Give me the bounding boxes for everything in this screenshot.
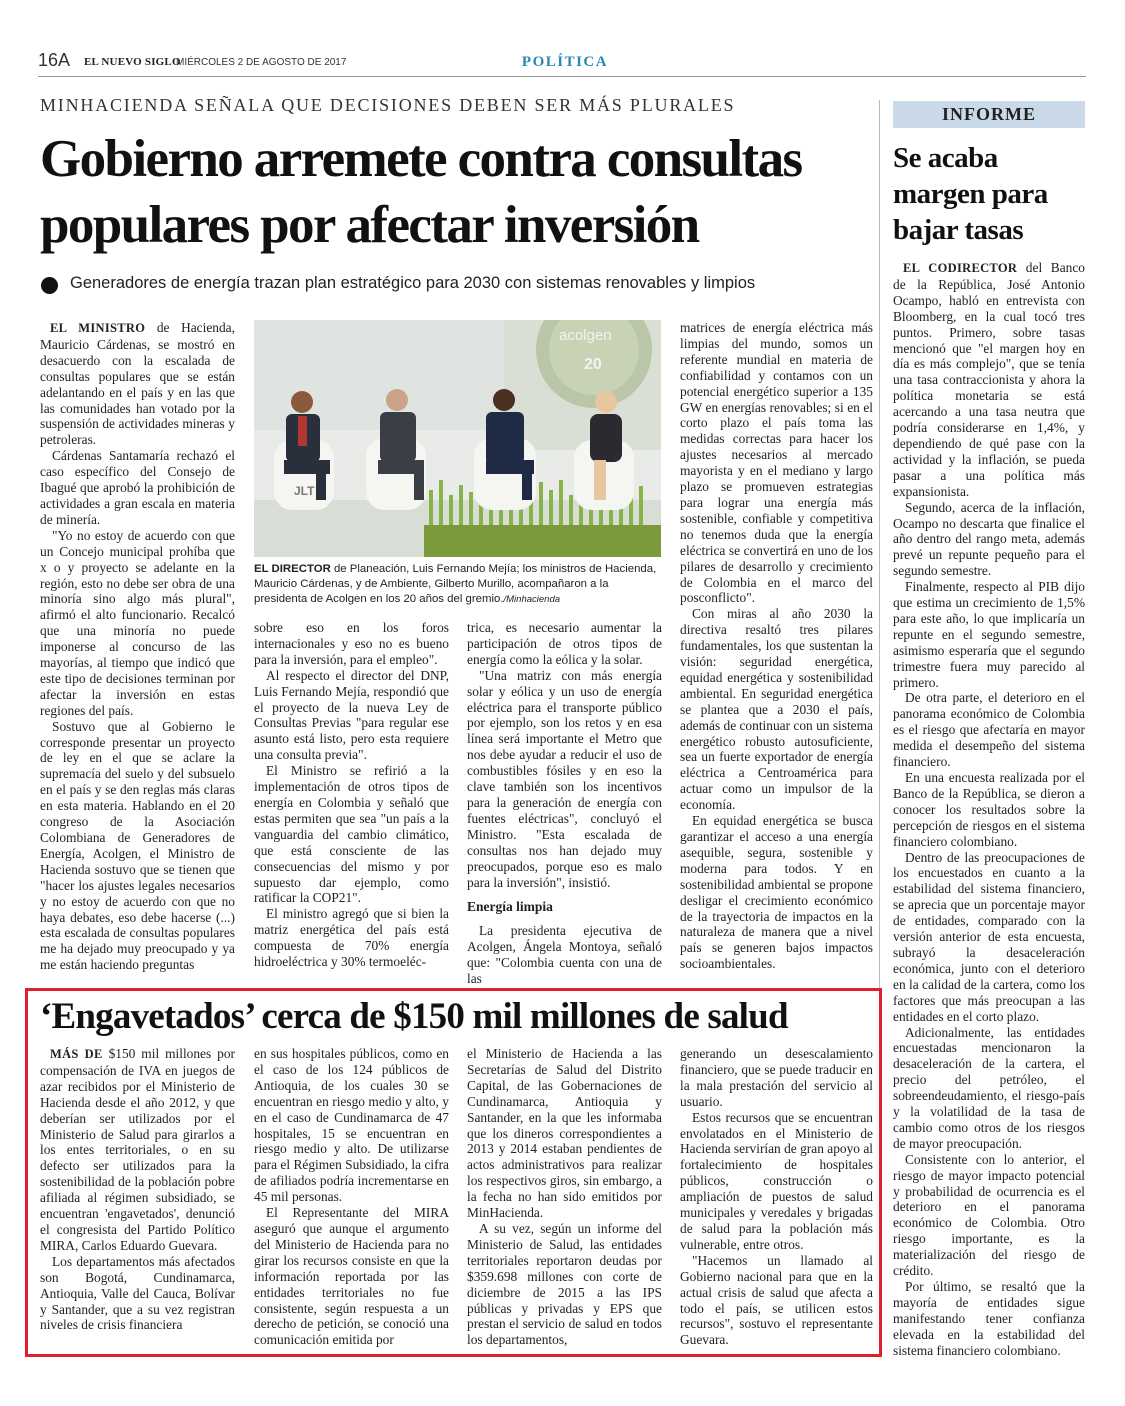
story-column-2 xyxy=(254,620,449,970)
framed-column-4 xyxy=(680,1046,873,1348)
framed-column-3 xyxy=(467,1046,662,1348)
anniversary-text: 20 xyxy=(584,356,602,373)
paragraph: matrices de energía eléctrica más limpias del mundo, somos un referente mundial en materia de confiabilidad y contamos con un potencial energético superior a 135 GW en energías renovables; si en el corto plazo el país toma las medidas correctas para hacer los ajustes necesarios al mercado mayorista y en el mediano y largo plazo se promueven estrategias para lograr una energía más sostenible, confiable y competitiva no tenemos duda que la energía eléctrica se convertirá en uno de los pilares de desarrollo y crecimiento de Colombia en el marco del posconflicto". xyxy=(680,320,873,606)
paragraph: A su vez, según un informe del Ministerio de Salud, las entidades territoriales reportaron deudas por $359.698 millones con corte de diciembre de 2015 a las IPS públicas y privadas y EPS que prestan el servicio de salud en todos los departamentos, xyxy=(467,1220,662,1348)
page-number: 16A xyxy=(38,50,71,70)
story-column-1 xyxy=(40,320,235,973)
paragraph: Con miras al año 2030 la directiva resaltó tres pilares fundamentales, los que sustentan la visión: seguridad energética, equidad energética y sostenibilidad ambiental. En seguridad energética se plantea que a 2030 el país, además de continuar con un sistema energético robusto autosuficiente, sea un fuerte exportador de energía eléctrica a Centroamérica para actuar como un impulsor de la economía. xyxy=(680,606,873,813)
framed-story-headline: ‘Engavetados’ cerca de $150 mil millones de salud xyxy=(40,996,788,1037)
paragraph: En una encuesta realizada por el Banco de la República, se dieron a conocer los resultados sobre la percepción de riesgos en el sistema financiero colombiano. xyxy=(893,770,1085,849)
paragraph: El Ministro se refirió a la implementación de otros tipos de energía en Colombia y señaló que estas permiten que sea "un país a la vanguardia del cambio climático, que está consciente de las consecuencias del mismo y por supuesto dar ejemplo, como ratificar la COP21". xyxy=(254,763,449,906)
caption-lead: EL DIRECTOR xyxy=(254,563,331,575)
story-column-3 xyxy=(467,620,662,987)
paragraph: del Banco de la República, José Antonio Ocampo, habló en entrevista con Bloomberg, en la cual tocó tres puntos. Primero, sobre tasas mencionó que "el margen hoy en día es más complejo", que se tenía una tasa contraccionista y ahora la política monetaria se está acercando a una tasa neutra que podría considerarse en 1,4%, y dependiendo de qué pase con la actividad y la inflación, se pueda pasar a una política más expansionista. xyxy=(893,260,1086,499)
paragraph: La presidenta ejecutiva de Acolgen, Ángela Montoya, señaló que: "Colombia cuenta con una de las xyxy=(467,923,662,987)
paragraph: "Hacemos un llamado al Gobierno nacional para que en la actual crisis de salud que afecta a todo el país, se utilicen estos recursos", sostuvo el representante Guevara. xyxy=(680,1252,873,1348)
sidebar-label: INFORME xyxy=(893,101,1085,128)
story-subheadline: Generadores de energía trazan plan estratégico para 2030 con sistemas renovables y limpios xyxy=(70,274,756,292)
framed-column-1 xyxy=(40,1046,235,1333)
paragraph: Por último, se resaltó que la mayoría de entidades sigue manifestando tener confianza elevada en la estabilidad del sistema financiero colombiano. xyxy=(893,1279,1085,1358)
sidebar-lead: EL CODIRECTOR xyxy=(903,261,1018,275)
section-label: POLÍTICA xyxy=(521,54,609,70)
paragraph: Finalmente, respecto al PIB dijo que estima un crecimiento de 1,5% para este año, lo que implicaría un repunte en el segundo semestre, asimismo esperaría que el segundo trimestre fuera muy parecido al primero. xyxy=(893,579,1085,690)
paragraph: Sostuvo que al Gobierno le corresponde presentar un proyecto de ley en el que se aclare la supremacía del suelo y del subsuelo en el país y se den reglas más claras en esta materia. Hablando en el 20 congreso de la Asociación Colombiana de Generadores de Energía, Acolgen, el Ministro de Hacienda sostuvo que se tienen que "hacer los ajustes legales necesarios y no estoy de acuerdo con que no haya debates, eso debe hacerse (...) esta escalada de consultas populares me ha dejado muy preocupado y ya me están haciendo preguntas xyxy=(40,718,235,973)
photo-caption xyxy=(254,562,661,607)
paragraph: "Yo no estoy de acuerdo con que un Concejo municipal prohíba que x o y proyecto se adelante en la región, esto no debe ser obra de una minoría sino algo más plural", afirmó el alto funcionario. Recalcó que una minoría no puede imponerse al concurso de las mayorías, al tiempo que indicó que este tipo de decisiones terminan por afectar la inversión en estas regiones del país. xyxy=(40,527,235,718)
paragraph: Estos recursos que se encuentran envolatados en el Ministerio de Hacienda servirían de gran apoyo al fortalecimiento de hospitales públicos, construcción o ampliación de puestos de salud municipales y veredales y brigadas de salud para la población más vulnerable, entre otros. xyxy=(680,1109,873,1252)
paragraph: "Una matriz con más energía solar y eólica y un uso de energía eléctrica para el transporte público por ejemplo, son los retos y en esa línea será importante el Metro que nos debe ayudar a reducir el uso de combustibles fósiles y en eso la clave también son los incentivos para la generación de energía con fuentes eléctricas", concluyó el Ministro. "Esta escalada de consultas nos han dejado muy preocupados, porque eso es malo para la inversión", insistió. xyxy=(467,667,662,890)
story-kicker: MINHACIENDA SEÑALA QUE DECISIONES DEBEN SER MÁS PLURALES xyxy=(40,95,736,115)
paragraph: Segundo, acerca de la inflación, Ocampo no descarta que finalice el año dentro del rango meta, además prevé un repunte pequeño para el segundo semestre. xyxy=(893,499,1085,579)
issue-date: MIÉRCOLES 2 DE AGOSTO DE 2017 xyxy=(176,57,347,68)
sidebar-headline: Se acaba margen para bajar tasas xyxy=(893,142,1048,246)
newspaper-name: EL NUEVO SIGLO xyxy=(84,56,181,68)
story-headline: Gobierno arremete contra consultas populares por afectar inversión xyxy=(40,130,802,254)
paragraph: trica, es necesario aumentar la participación de otros tipos de energía como la eólica y la solar. xyxy=(467,620,662,667)
paragraph: $150 mil millones por compensación de IVA en juegos de azar recibidos por el Ministerio de Hacienda desde el año 2012, y que deberían ser utilizados por el Ministerio de Salud para girarlos a los entes territoriales, o en su defecto ser utilizados para la sostenibilidad de la población pobre afiliada al régimen subsidiado, se encuentran 'engavetados', denunció el congresista del Partido Político MIRA, Carlos Eduardo Guevara. xyxy=(40,1046,235,1253)
paragraph: De otra parte, el deterioro en el panorama económico de Colombia es el riesgo que afectaría en mayor medida el desempeño del sistema financiero. xyxy=(893,690,1085,770)
paragraph: Los departamentos más afectados son Bogotá, Cundinamarca, Antioquia, Valle del Cauca, Bolívar y Santander, que a su vez registran niveles de crisis financiera xyxy=(40,1253,235,1333)
banner-text: acolgen xyxy=(559,327,612,344)
paragraph: Dentro de las preocupaciones de los encuestados en cuanto a la estabilidad del sistema financiero, se aprecia que un porcentaje mayor de entidades, comparado con la versión anterior de esta encuesta, subrayó la desaceleración económica, junto con el deterioro en la calidad de la cartera, como los factores que más preocupan a las entidades en el corto plazo. xyxy=(893,849,1085,1024)
paragraph: Adicionalmente, las entidades encuestadas mencionaron la desaceleración de la cartera, el precio del petróleo, el sobreendeudamiento, el riesgo-país y la volatilidad de la tasa de cambio como otros de los riesgos de mayor preocupación. xyxy=(893,1024,1085,1151)
photo-credit: /Minhacienda xyxy=(503,594,561,605)
paragraph: en sus hospitales públicos, como en el caso de los 124 públicos de Antioquia, de los cuales 30 se encuentran en riesgo medio y alto, y en el caso de Cundinamarca de 47 hospitales, 15 se encuentran en riesgo medio y alto. De utilizarse para el Régimen Subsidiado, la cifra de afiliados podría incrementarse en 45 mil personas. xyxy=(254,1046,449,1205)
caption-text: de Planeación, Luis Fernando Mejía; los ministros de Hacienda, Mauricio Cárdenas, y de Ambiente, Gilberto Murillo, acompañaron a la presidenta de Acolgen en los 20 años del gremio. xyxy=(254,563,657,605)
paragraph: Consistente con lo anterior, el riesgo de mayor impacto potencial y probabilidad de ocurrencia es el deterioro en el panorama económico de Colombia. Otro riesgo importante, es la materialización del riesgo de crédito. xyxy=(893,1151,1085,1279)
paragraph: El Representante del MIRA aseguró que aunque el argumento del Ministerio de Hacienda para no girar los recursos consiste en que la información reportada por las entidades territoriales no fue consistente, según respuesta a un derecho de petición, se conoció una comunicación emitida por xyxy=(254,1205,449,1348)
story-column-4 xyxy=(680,320,873,972)
framed-column-2 xyxy=(254,1046,449,1348)
paragraph: En equidad energética se busca garantizar el acceso a una energía asequible, segura, sostenible y moderna para todos. Y en sostenibilidad ambiental se propone desligar el crecimiento económico de la trayectoria de impactos en la naturaleza de manera que a nivel país se generen bajos impactos socioambientales. xyxy=(680,813,873,972)
framed-lead: MÁS DE xyxy=(50,1047,103,1061)
paragraph: generando un desescalamiento financiero, que se puede traducir en la mala prestación del servicio al usuario. xyxy=(680,1046,873,1109)
paragraph: de Hacienda, Mauricio Cárdenas, se mostró en desacuerdo con la escalada de consultas populares que se están adelantando en el país y en las que las comunidades han votado por la suspensión de actividades mineras y petroleras. xyxy=(40,320,235,448)
paragraph: sobre eso en los foros internacionales y eso no es bueno para la inversión, para el empleo". xyxy=(254,620,449,667)
sponsor-text: JLT xyxy=(294,484,315,498)
paragraph: Cárdenas Santamaría rechazó el caso específico del Consejo de Ibagué que aprobó la prohibición de actividades a gran escala en materia de minería. xyxy=(40,448,235,527)
bullet-icon xyxy=(41,277,58,294)
paragraph: el Ministerio de Hacienda a las Secretarías de Salud del Distrito Capital, de las Gobernaciones de Cundinamarca, Antioquia y Santander, en la que les informaba que los dineros correspondientes a 2013 y 2014 estaban pendientes de actos administrativos para realizar los respectivos giros, sin embargo, a la fecha no han sido emitidos por MinHacienda. xyxy=(467,1046,662,1221)
story-lead: EL MINISTRO xyxy=(50,321,146,335)
paragraph: El ministro agregó que si bien la matriz energética del país está compuesta de 70% energía hidroeléctrica y 30% termoeléc- xyxy=(254,906,449,970)
section-subheading: Energía limpia xyxy=(467,899,553,915)
event-photo xyxy=(254,320,661,557)
sidebar-body xyxy=(893,260,1085,1359)
paragraph: Al respecto el director del DNP, Luis Fernando Mejía, respondió que el proyecto de la nueva Ley de Consultas Previas "para regular ese asunto está listo, pero esta requiere una consulta previa". xyxy=(254,667,449,763)
header-divider xyxy=(38,76,1086,77)
